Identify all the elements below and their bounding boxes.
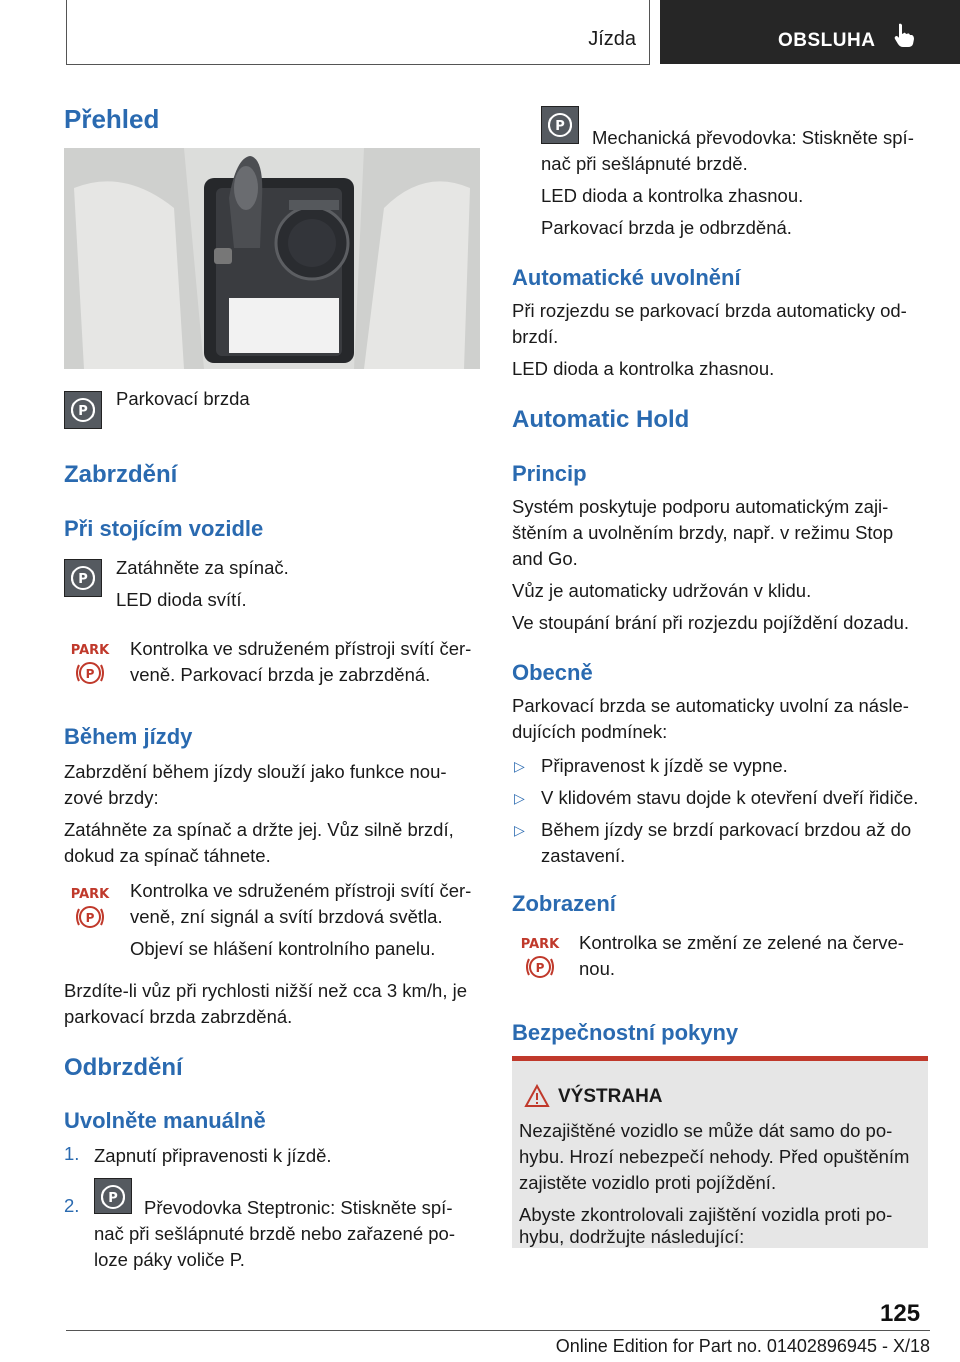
step-1-text: Zapnutí připravenosti k jízdě.: [94, 1145, 332, 1166]
heading-general: Obecně: [512, 660, 593, 685]
warning-triangle-icon: [524, 1084, 550, 1113]
parking-brake-switch-icon: [541, 106, 579, 144]
header-chapter-tab: [660, 0, 960, 64]
header-rule-right: [649, 0, 650, 65]
park-indicator-icon: [70, 884, 110, 934]
bullet-1: Připravenost k jízdě se vypne.: [541, 755, 788, 776]
bullet-marker: ▷: [514, 790, 525, 806]
driving-p1-line2: zové brzdy:: [64, 787, 159, 808]
principle-line3: and Go.: [512, 548, 578, 569]
warning-p2-line1: Abyste zkontrolovali zajištění vozidla proti po-: [519, 1204, 893, 1225]
heading-overview: Přehled: [64, 104, 160, 134]
heading-automatic-hold: Automatic Hold: [512, 406, 690, 433]
driving-indicator-line1: Kontrolka ve sdruženém přístroji svítí čer-: [130, 880, 472, 901]
stationary-step-1: Zatáhněte za spínač.: [116, 557, 289, 578]
manual-released: Parkovací brzda je odbrzděná.: [541, 217, 792, 238]
warning-title: VÝSTRAHA: [558, 1086, 663, 1107]
parking-brake-switch-icon: [94, 1178, 132, 1214]
pointing-hand-icon: [892, 22, 916, 54]
driving-indicator-line3: Objeví se hlášení kontrolního panelu.: [130, 938, 436, 959]
step-2-number: 2.: [64, 1195, 80, 1216]
bullet-marker: ▷: [514, 822, 525, 838]
svg-text:P: P: [85, 667, 95, 681]
stationary-step-2: LED dioda svítí.: [116, 589, 247, 610]
driving-indicator-line2: veně, zní signál a svítí brzdová světla.: [130, 906, 443, 927]
heading-stationary: Při stojícím vozidle: [64, 516, 264, 541]
heading-safety: Bezpečnostní pokyny: [512, 1020, 739, 1045]
warning-p1-line3: zajistěte vozidlo proti pojíždění.: [519, 1172, 777, 1193]
display-line1: Kontrolka se změní ze zelené na červe-: [579, 932, 904, 953]
caption-parking-brake: Parkovací brzda: [116, 388, 250, 409]
driving-p2-line2: dokud za spínač táhnete.: [64, 845, 271, 866]
manual-gearbox-line1: Mechanická převodovka: Stiskněte spí-: [592, 127, 914, 148]
footer-edition: Online Edition for Part no. 01402896945 - X/18: [555, 1336, 930, 1356]
warning-p2-line2: hybu, dodržujte následující:: [519, 1226, 745, 1247]
header-rule: [66, 64, 650, 65]
auto-release-line1: Při rozjezdu se parkovací brzda automaticky od-: [512, 300, 907, 321]
driving-p2-line1: Zatáhněte za spínač a držte jej. Vůz silně brzdí,: [64, 819, 454, 840]
parking-brake-switch-icon: [64, 391, 102, 429]
auto-release-led: LED dioda a kontrolka zhasnou.: [512, 358, 775, 379]
svg-text:P: P: [78, 404, 88, 419]
driving-p3-line2: parkovací brzda zabrzděná.: [64, 1006, 293, 1027]
warning-bar: [512, 1056, 928, 1061]
heading-apply: Zabrzdění: [64, 461, 178, 488]
warning-p1-line1: Nezajištěné vozidlo se může dát samo do po-: [519, 1120, 893, 1141]
svg-text:P: P: [108, 1191, 118, 1206]
svg-text:PARK: PARK: [70, 887, 110, 902]
step-2-line1: Převodovka Steptronic: Stiskněte spí-: [144, 1197, 453, 1218]
svg-text:P: P: [555, 119, 565, 134]
manual-led-off: LED dioda a kontrolka zhasnou.: [541, 185, 804, 206]
bullet-marker: ▷: [514, 758, 525, 774]
header-rule-left: [66, 0, 67, 65]
page-number: 125: [880, 1300, 921, 1327]
manual-gearbox-line2: nač při sešlápnuté brzdě.: [541, 153, 748, 174]
principle-hold: Vůz je automaticky udržován v klidu.: [512, 580, 812, 601]
header-chapter-label: OBSLUHA: [778, 30, 876, 51]
principle-slope: Ve stoupání brání při rozjezdu pojíždění dozadu.: [512, 612, 909, 633]
header-section-title: Jízda: [588, 28, 636, 50]
heading-principle: Princip: [512, 461, 587, 486]
heading-display: Zobrazení: [512, 891, 616, 916]
heading-manual-release: Uvolněte manuálně: [64, 1108, 266, 1133]
display-line2: nou.: [579, 958, 616, 979]
stationary-indicator-line1: Kontrolka ve sdruženém přístroji svítí čer-: [130, 638, 472, 659]
park-indicator-icon: [70, 640, 110, 690]
park-indicator-icon: [520, 934, 560, 984]
general-line2: dujících podmínek:: [512, 721, 668, 742]
general-line1: Parkovací brzda se automaticky uvolní za násle-: [512, 695, 909, 716]
svg-text:P: P: [78, 572, 88, 587]
driving-p1-line1: Zabrzdění během jízdy slouží jako funkce nou-: [64, 761, 447, 782]
svg-text:PARK: PARK: [70, 643, 110, 658]
svg-text:P: P: [535, 961, 545, 975]
stationary-indicator-line2: veně. Parkovací brzda je zabrzděná.: [130, 664, 431, 685]
heading-driving: Během jízdy: [64, 724, 193, 749]
footer-rule: [66, 1330, 930, 1331]
step-2-line2: nač při sešlápnuté brzdě nebo zařazené po-: [94, 1223, 455, 1244]
principle-line2: štěním a uvolněním brzdy, např. v režimu Stop: [512, 522, 894, 543]
warning-box: [512, 1056, 928, 1248]
step-2-line3: loze páky voliče P.: [94, 1249, 245, 1270]
driving-p3-line1: Brzdíte-li vůz při rychlosti nižší než cca 3 km/h, je: [64, 980, 468, 1001]
gear-selector-photo: [64, 148, 480, 369]
warning-p1-line2: hybu. Hrozí nebezpečí nehody. Před opuštěním: [519, 1146, 910, 1167]
heading-release: Odbrzdění: [64, 1054, 183, 1081]
principle-line1: Systém poskytuje podporu automatickým zaji-: [512, 496, 889, 517]
svg-text:P: P: [85, 911, 95, 925]
heading-auto-release: Automatické uvolnění: [512, 265, 741, 290]
parking-brake-switch-icon: [64, 559, 102, 597]
bullet-3-line1: Během jízdy se brzdí parkovací brzdou až do: [541, 819, 912, 840]
bullet-3-line2: zastavení.: [541, 845, 626, 866]
step-1-number: 1.: [64, 1143, 80, 1164]
auto-release-line2: brzdí.: [512, 326, 559, 347]
bullet-2: V klidovém stavu dojde k otevření dveří řidiče.: [541, 787, 919, 808]
svg-text:PARK: PARK: [520, 937, 560, 952]
